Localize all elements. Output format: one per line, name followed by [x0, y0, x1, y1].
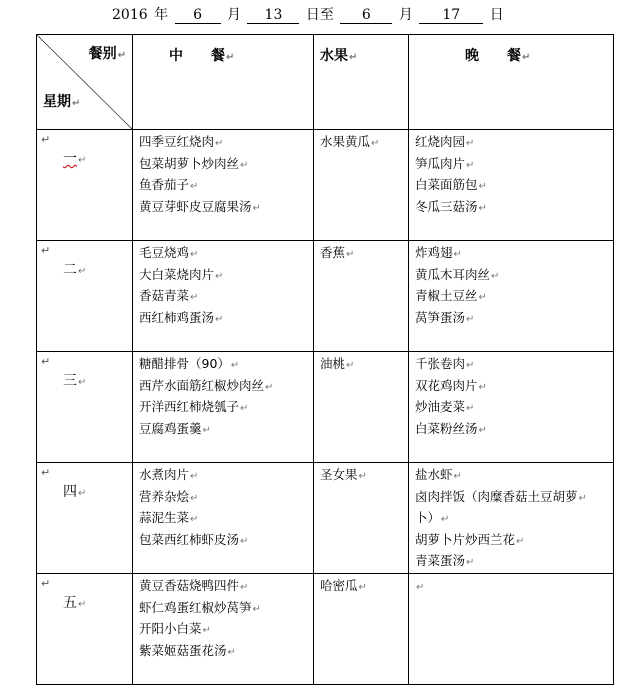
- dish-item: 青椒土豆丝↵: [415, 288, 487, 303]
- dish-item: 西红柿鸡蛋汤↵: [139, 309, 224, 325]
- year: 2016: [112, 7, 148, 23]
- dish-item: 千张卷肉↵: [415, 356, 475, 371]
- diagonal-header-cell: [37, 35, 133, 130]
- dish-item: 西芹水面筋红椒炒肉丝↵: [139, 377, 274, 393]
- lunch-cell: [133, 130, 314, 241]
- dish-item: 糖醋排骨（90）↵: [139, 356, 240, 371]
- dish-item: 大白菜烧肉片↵: [139, 266, 224, 282]
- dinner-cell: [409, 130, 614, 241]
- dish-item: 毛豆烧鸡↵: [139, 245, 199, 260]
- lunch-cell: [133, 241, 314, 352]
- dish-item: 营养杂烩↵: [139, 488, 199, 504]
- weekday-cell: ↵ 一↵: [37, 130, 133, 241]
- dish-item: 白菜面筋包↵: [415, 177, 487, 192]
- dish-item: 卤肉拌饭（肉糜香菇土豆胡萝↵: [415, 488, 587, 504]
- dish-item: 卜）↵: [415, 510, 450, 525]
- dinner-cell: [409, 352, 614, 463]
- start-day: 13: [247, 7, 299, 24]
- dinner-cell: [409, 241, 614, 352]
- fruit-name: 香蕉: [320, 245, 346, 260]
- start-month-label: 月: [227, 7, 241, 23]
- fruit-cell: 哈密瓜↵: [314, 574, 409, 685]
- dish-item: 黄豆芽虾皮豆腐果汤↵: [139, 198, 261, 214]
- dish-item: 开阳小白菜↵: [139, 621, 211, 636]
- table-row: [37, 352, 614, 463]
- dish-item: 笋瓜肉片↵: [415, 155, 475, 171]
- date-range-header: [112, 4, 506, 24]
- fruit-header: 水果↵: [314, 35, 409, 130]
- dinner-cell: [409, 463, 614, 574]
- end-month: 6: [340, 7, 392, 24]
- dish-item: 黄豆香菇烧鸭四件↵: [139, 578, 249, 593]
- fruit-cell: 圣女果↵: [314, 463, 409, 574]
- weekday-cell: ↵ 二↵: [37, 241, 133, 352]
- end-month-label: 月: [398, 7, 413, 23]
- year-label: 年: [154, 7, 169, 23]
- table-row: [37, 463, 614, 574]
- dish-item: 开洋西红柿烧瓠子↵: [139, 399, 249, 414]
- table-header-row: [37, 35, 614, 130]
- dish-item: 水煮肉片↵: [139, 467, 199, 482]
- lunch-cell: [133, 352, 314, 463]
- end-day-label: 日: [489, 7, 504, 23]
- start-day-label: 日至: [305, 7, 334, 23]
- fruit-cell: 香蕉↵: [314, 241, 409, 352]
- weekday-cell: ↵ 五↵: [37, 574, 133, 685]
- dish-item: 豆腐鸡蛋羹↵: [139, 420, 211, 436]
- fruit-name: 哈密瓜: [320, 578, 358, 593]
- dish-item: 白菜粉丝汤↵: [415, 420, 487, 436]
- fruit-name: 油桃: [320, 356, 346, 371]
- table-row: [37, 241, 614, 352]
- weekly-menu-table: [36, 34, 614, 685]
- dinner-cell: ↵: [409, 574, 614, 685]
- dish-item: 红烧肉园↵: [415, 134, 475, 149]
- dish-item: 胡萝卜片炒西兰花↵: [415, 531, 525, 547]
- fruit-cell: 油桃↵: [314, 352, 409, 463]
- weekday-cell: ↵ 四↵: [37, 463, 133, 574]
- dish-item: 包菜胡萝卜炒肉丝↵: [139, 155, 249, 171]
- dish-item: 莴笋蛋汤↵: [415, 309, 475, 325]
- dish-item: 青菜蛋汤↵: [415, 553, 475, 568]
- weekday-name: 四: [63, 484, 77, 500]
- lunch-cell: [133, 574, 314, 685]
- dish-item: 紫菜姬菇蛋花汤↵: [139, 642, 236, 658]
- dinner-header: 晚 餐↵: [409, 35, 614, 130]
- weekday-label: 星期↵: [43, 93, 81, 110]
- dish-item: 蒜泥生菜↵: [139, 510, 199, 525]
- dish-item: 香菇青菜↵: [139, 288, 199, 303]
- lunch-header: 中 餐↵: [133, 35, 314, 130]
- weekday-cell: ↵ 三↵: [37, 352, 133, 463]
- fruit-name: 水果黄瓜: [320, 134, 371, 149]
- weekday-name: 五: [63, 595, 77, 611]
- fruit-name: 圣女果: [320, 467, 358, 482]
- dish-item: 黄瓜木耳肉丝↵: [415, 266, 500, 282]
- dish-item: 盐水虾↵: [415, 467, 462, 482]
- table-row: [37, 130, 614, 241]
- dish-item: 四季豆红烧肉↵: [139, 134, 224, 149]
- fruit-cell: 水果黄瓜↵: [314, 130, 409, 241]
- end-day: 17: [419, 7, 483, 24]
- table-row: [37, 574, 614, 685]
- dish-item: 双花鸡肉片↵: [415, 377, 487, 393]
- weekday-name: 一: [63, 151, 77, 167]
- weekday-name: 二: [63, 262, 77, 278]
- dish-item: 虾仁鸡蛋红椒炒莴笋↵: [139, 599, 261, 615]
- meal-category-label: 餐别↵: [88, 46, 126, 62]
- dish-item: 包菜西红柿虾皮汤↵: [139, 531, 249, 547]
- dish-item: 鱼香茄子↵: [139, 177, 199, 192]
- start-month: 6: [175, 7, 221, 24]
- dish-item: 冬瓜三菇汤↵: [415, 198, 487, 214]
- lunch-cell: [133, 463, 314, 574]
- dish-item: 炸鸡翅↵: [415, 245, 462, 260]
- dish-item: 炒油麦菜↵: [415, 399, 475, 414]
- weekday-name: 三: [63, 373, 77, 389]
